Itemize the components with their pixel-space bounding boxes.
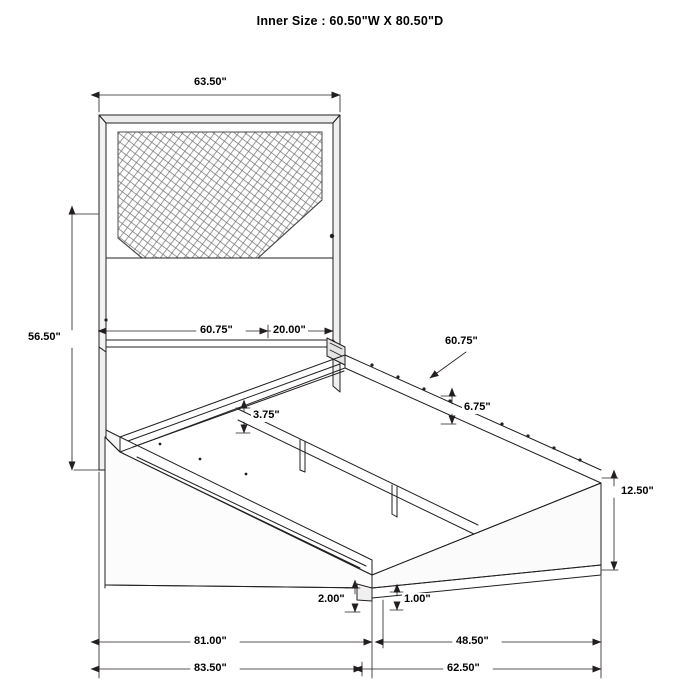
dimension-label-headboard-panel-width: 60.75" <box>200 324 233 336</box>
dimension-label-footboard-width: 48.50" <box>456 635 489 647</box>
dimension-label-rail-inner-width: 60.75" <box>445 335 478 347</box>
dimension-label-overall-height: 56.50" <box>28 331 61 343</box>
dimension-label-foot-thickness: 1.00" <box>404 593 431 605</box>
dimension-label-footboard-height: 12.50" <box>621 485 654 497</box>
dimension-label-foot-clearance: 2.00" <box>318 593 345 605</box>
dimension-label-overall-length: 83.50" <box>194 662 227 674</box>
page-title: Inner Size : 60.50"W X 80.50"D <box>256 14 444 28</box>
dimension-label-rail-height: 6.75" <box>464 401 491 413</box>
dimension-label-side-rail-length: 81.00" <box>194 635 227 647</box>
dimension-label-headboard-lower-height: 20.00" <box>273 324 306 336</box>
dimension-label-headboard-width: 63.50" <box>194 76 227 88</box>
dimension-label-overall-depth: 62.50" <box>447 662 480 674</box>
dimension-label-slat-height: 3.75" <box>253 409 280 421</box>
